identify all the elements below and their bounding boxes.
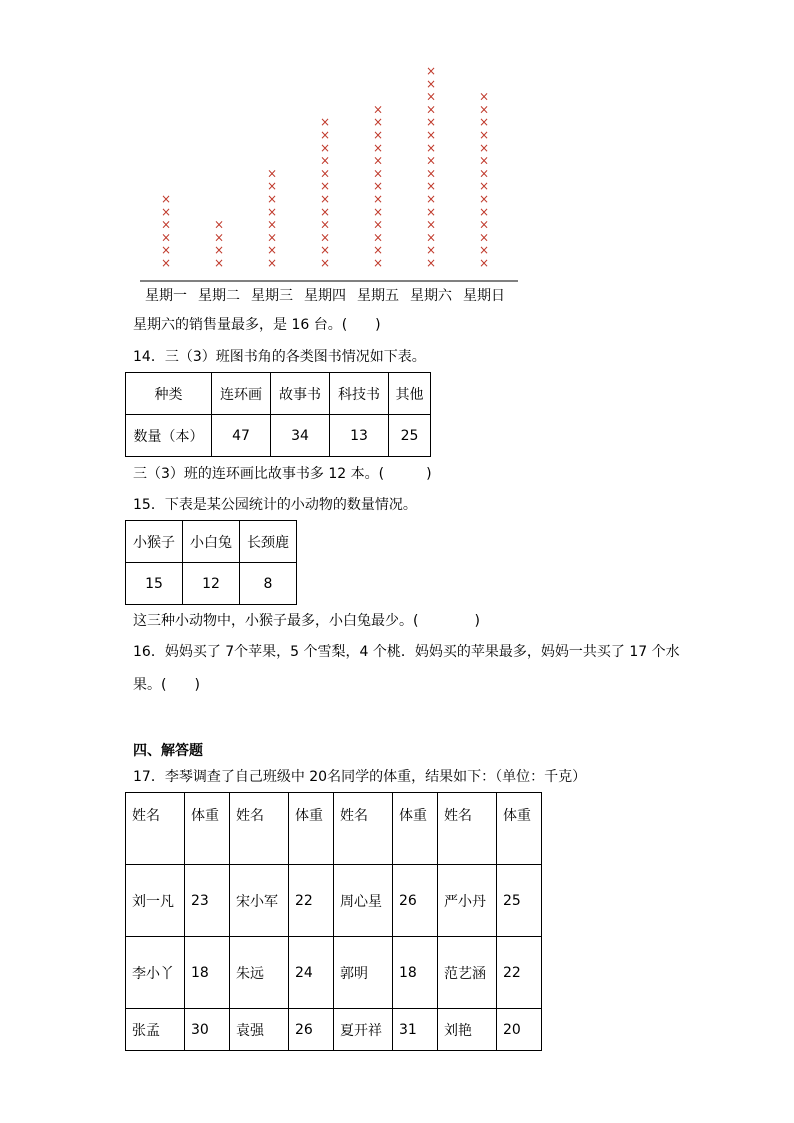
chart-marker: × [372,230,384,245]
chart-marker: × [266,217,278,232]
chart-marker: × [319,204,331,219]
chart-marker: × [319,217,331,232]
chart-marker: × [478,256,490,270]
chart-marker: × [319,140,331,155]
q17-weight-cell: 26 [289,1009,334,1051]
chart-marker: × [478,217,490,232]
q17-weight-cell: 25 [497,865,542,937]
q17-header-cell: 体重 [289,793,334,865]
section4-heading: 四、解答题 [133,743,203,759]
chart-marker: × [478,128,490,142]
q14-value-cell: 47 [212,415,271,457]
chart-marker: × [425,166,437,181]
q15-value-cell: 8 [240,563,297,605]
x-tick-label: 星期六 [410,288,452,304]
chart-marker: × [425,153,437,168]
chart-marker: × [478,115,490,130]
chart-marker: × [213,217,225,232]
chart-marker: × [478,102,490,117]
chart-marker: × [425,243,437,258]
chart-marker: × [372,115,384,130]
q17-name-cell: 周心星 [334,865,393,937]
chart-marker: × [266,230,278,245]
chart-marker: × [266,192,278,206]
chart-marker: × [319,230,331,245]
q17-header-cell: 体重 [185,793,230,865]
chart-marker: × [425,140,437,155]
chart-marker: × [425,230,437,245]
q14-row-label: 数量（本） [126,415,212,457]
x-tick-label: 星期日 [463,288,505,304]
chart-marker: × [213,256,225,270]
q17-header-cell: 体重 [497,793,542,865]
q14-header-cell: 连环画 [212,373,271,415]
chart-marker: × [266,256,278,270]
q17-name-cell: 张孟 [126,1009,185,1051]
q17-header-row [126,793,542,865]
chart-marker: × [372,256,384,270]
q17-weight-cell: 30 [185,1009,230,1051]
chart-marker: × [266,179,278,194]
x-tick-label: 星期二 [198,288,240,304]
q17-name-cell: 郭明 [334,937,393,1009]
chart-marker: × [372,179,384,194]
chart-marker: × [160,192,172,206]
chart-marker: × [425,179,437,194]
chart-marker: × [425,115,437,130]
q17-name-cell: 刘一凡 [126,865,185,937]
x-tick-label: 星期一 [145,288,187,304]
q17-title: 17．李琴调查了自己班级中 20名同学的体重，结果如下：（单位：千克） [133,769,587,785]
q15-statement: 这三种小动物中，小猴子最多，小白兔最少。( ) [133,613,480,629]
chart-marker: × [319,128,331,142]
q17-weight-cell: 22 [497,937,542,1009]
q17-weight-cell: 23 [185,865,230,937]
chart-marker: × [425,64,437,78]
chart-marker: × [425,89,437,104]
q16-line2: 果。( ) [133,677,200,693]
q14-header-cell: 故事书 [271,373,330,415]
q17-weight-cell: 22 [289,865,334,937]
q13-statement: 星期六的销售量最多，是 16 台。( ) [133,317,381,333]
q17-name-cell: 范艺涵 [438,937,497,1009]
q17-header-cell: 体重 [393,793,438,865]
chart-marker: × [160,256,172,270]
sales-pictograph [130,55,530,305]
q17-header-cell: 姓名 [230,793,289,865]
q14-header-cell: 种类 [126,373,212,415]
chart-marker: × [478,89,490,104]
q14-header-cell: 其他 [389,373,431,415]
q17-weight-cell: 18 [393,937,438,1009]
q15-data-row [126,563,297,605]
q15-header-cell: 长颈鹿 [240,521,297,563]
q15-value-cell: 15 [126,563,183,605]
chart-marker: × [372,128,384,142]
q17-name-cell: 袁强 [230,1009,289,1051]
q17-table [125,792,542,1051]
chart-marker: × [160,204,172,219]
chart-marker: × [425,192,437,206]
chart-marker: × [319,153,331,168]
chart-marker: × [372,140,384,155]
chart-marker: × [425,76,437,91]
chart-marker: × [478,166,490,181]
q17-name-cell: 宋小军 [230,865,289,937]
chart-marker: × [425,204,437,219]
q17-name-cell: 朱远 [230,937,289,1009]
q15-header-cell: 小白兔 [183,521,240,563]
chart-marker: × [372,102,384,117]
chart-marker: × [478,153,490,168]
chart-marker: × [478,192,490,206]
x-tick-label: 星期四 [304,288,346,304]
q16-line1: 16．妈妈买了 7个苹果，5 个雪梨，4 个桃．妈妈买的苹果最多，妈妈一共买了 17 个水 [133,644,680,660]
chart-marker: × [319,179,331,194]
chart-marker: × [160,243,172,258]
chart-marker: × [160,230,172,245]
chart-marker: × [213,243,225,258]
chart-marker: × [478,179,490,194]
q17-weight-cell: 26 [393,865,438,937]
chart-marker: × [425,102,437,117]
q17-weight-cell: 20 [497,1009,542,1051]
chart-marker: × [425,256,437,270]
chart-marker: × [372,153,384,168]
q17-name-cell: 刘艳 [438,1009,497,1051]
q17-weight-cell: 24 [289,937,334,1009]
q14-header-cell: 科技书 [330,373,389,415]
q14-title: 14．三（3）班图书角的各类图书情况如下表。 [133,349,426,365]
q15-header-row [126,521,297,563]
x-tick-label: 星期五 [357,288,399,304]
chart-marker: × [478,140,490,155]
q14-data-row [126,415,431,457]
chart-marker: × [213,230,225,245]
chart-marker: × [160,217,172,232]
chart-marker: × [372,204,384,219]
chart-marker: × [372,166,384,181]
q15-table [125,520,297,605]
chart-marker: × [372,192,384,206]
q17-weight-cell: 18 [185,937,230,1009]
q17-data-row [126,865,542,937]
q14-value-cell: 34 [271,415,330,457]
q15-title: 15．下表是某公园统计的小动物的数量情况。 [133,497,417,513]
chart-marker: × [319,243,331,258]
chart-marker: × [319,192,331,206]
q15-header-cell: 小猴子 [126,521,183,563]
q17-header-cell: 姓名 [126,793,185,865]
q17-header-cell: 姓名 [334,793,393,865]
q14-value-cell: 25 [389,415,431,457]
q14-statement: 三（3）班的连环画比故事书多 12 本。( ) [133,466,432,482]
chart-marker: × [266,166,278,181]
q14-table [125,372,431,457]
q17-weight-cell: 31 [393,1009,438,1051]
q17-data-row [126,937,542,1009]
chart-marker: × [372,217,384,232]
chart-marker: × [372,243,384,258]
q14-header-row [126,373,431,415]
x-tick-label: 星期三 [251,288,293,304]
q17-name-cell: 严小丹 [438,865,497,937]
q17-data-row [126,1009,542,1051]
chart-marker: × [266,243,278,258]
q14-value-cell: 13 [330,415,389,457]
chart-marker: × [425,128,437,142]
q17-header-cell: 姓名 [438,793,497,865]
chart-marker: × [319,115,331,130]
q15-value-cell: 12 [183,563,240,605]
chart-marker: × [478,230,490,245]
chart-marker: × [425,217,437,232]
q17-name-cell: 李小丫 [126,937,185,1009]
q17-name-cell: 夏开祥 [334,1009,393,1051]
chart-marker: × [266,204,278,219]
chart-marker: × [478,243,490,258]
chart-marker: × [319,256,331,270]
chart-marker: × [319,166,331,181]
chart-marker: × [478,204,490,219]
